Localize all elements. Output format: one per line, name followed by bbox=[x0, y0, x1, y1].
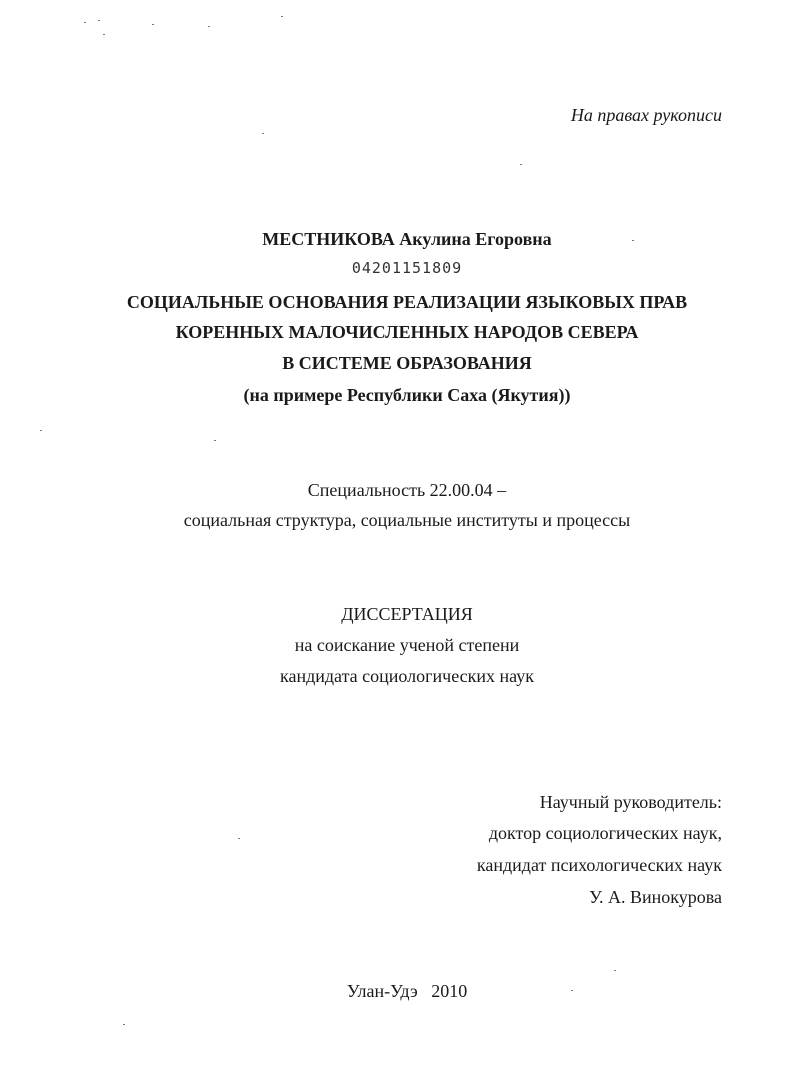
rights-note: На правах рукописи bbox=[570, 105, 722, 125]
scan-speck bbox=[214, 440, 216, 441]
footer-city: Улан-Удэ bbox=[346, 981, 418, 1001]
title-line-4: (на примере Республики Саха (Якутия)) bbox=[243, 385, 571, 405]
supervisor-role: Научный руководитель: bbox=[539, 792, 722, 812]
scan-speck bbox=[614, 970, 616, 971]
work-type-line-1: на соискание ученой степени bbox=[294, 635, 520, 655]
supervisor-name: У. А. Винокурова bbox=[589, 887, 722, 907]
author-surname: МЕСТНИКОВА bbox=[262, 229, 395, 249]
registration-number: 04201151809 bbox=[351, 259, 463, 277]
scan-speck bbox=[123, 1024, 125, 1025]
specialty-line-2: социальная структура, социальные институты и процессы bbox=[183, 510, 631, 530]
title-line-2: КОРЕННЫХ МАЛОЧИСЛЕННЫХ НАРОДОВ СЕВЕРА bbox=[175, 322, 639, 342]
scan-speck bbox=[238, 838, 240, 839]
scan-speck bbox=[103, 34, 105, 35]
footer-city-year bbox=[0, 980, 794, 1002]
scan-speck bbox=[262, 133, 264, 134]
author-line bbox=[0, 228, 794, 250]
footer-year: 2010 bbox=[431, 981, 468, 1001]
work-type-line-2: кандидата социологических наук bbox=[280, 666, 534, 686]
supervisor-degree-1: доктор социологических наук, bbox=[488, 823, 722, 843]
scan-speck bbox=[84, 22, 86, 23]
specialty-line-1: Специальность 22.00.04 – bbox=[307, 480, 507, 500]
supervisor-degree-2: кандидат психологических наук bbox=[476, 855, 722, 875]
scan-speck bbox=[152, 24, 154, 25]
scan-speck bbox=[40, 430, 42, 431]
scan-speck bbox=[281, 16, 283, 17]
work-type-heading: ДИССЕРТАЦИЯ bbox=[341, 604, 473, 624]
author-given-names: Акулина Егоровна bbox=[399, 229, 552, 249]
scan-speck bbox=[98, 20, 100, 21]
scan-speck bbox=[520, 164, 522, 165]
title-line-1: СОЦИАЛЬНЫЕ ОСНОВАНИЯ РЕАЛИЗАЦИИ ЯЗЫКОВЫХ ПРАВ bbox=[126, 292, 688, 312]
scan-speck bbox=[208, 26, 210, 27]
title-line-3: В СИСТЕМЕ ОБРАЗОВАНИЯ bbox=[282, 353, 532, 373]
